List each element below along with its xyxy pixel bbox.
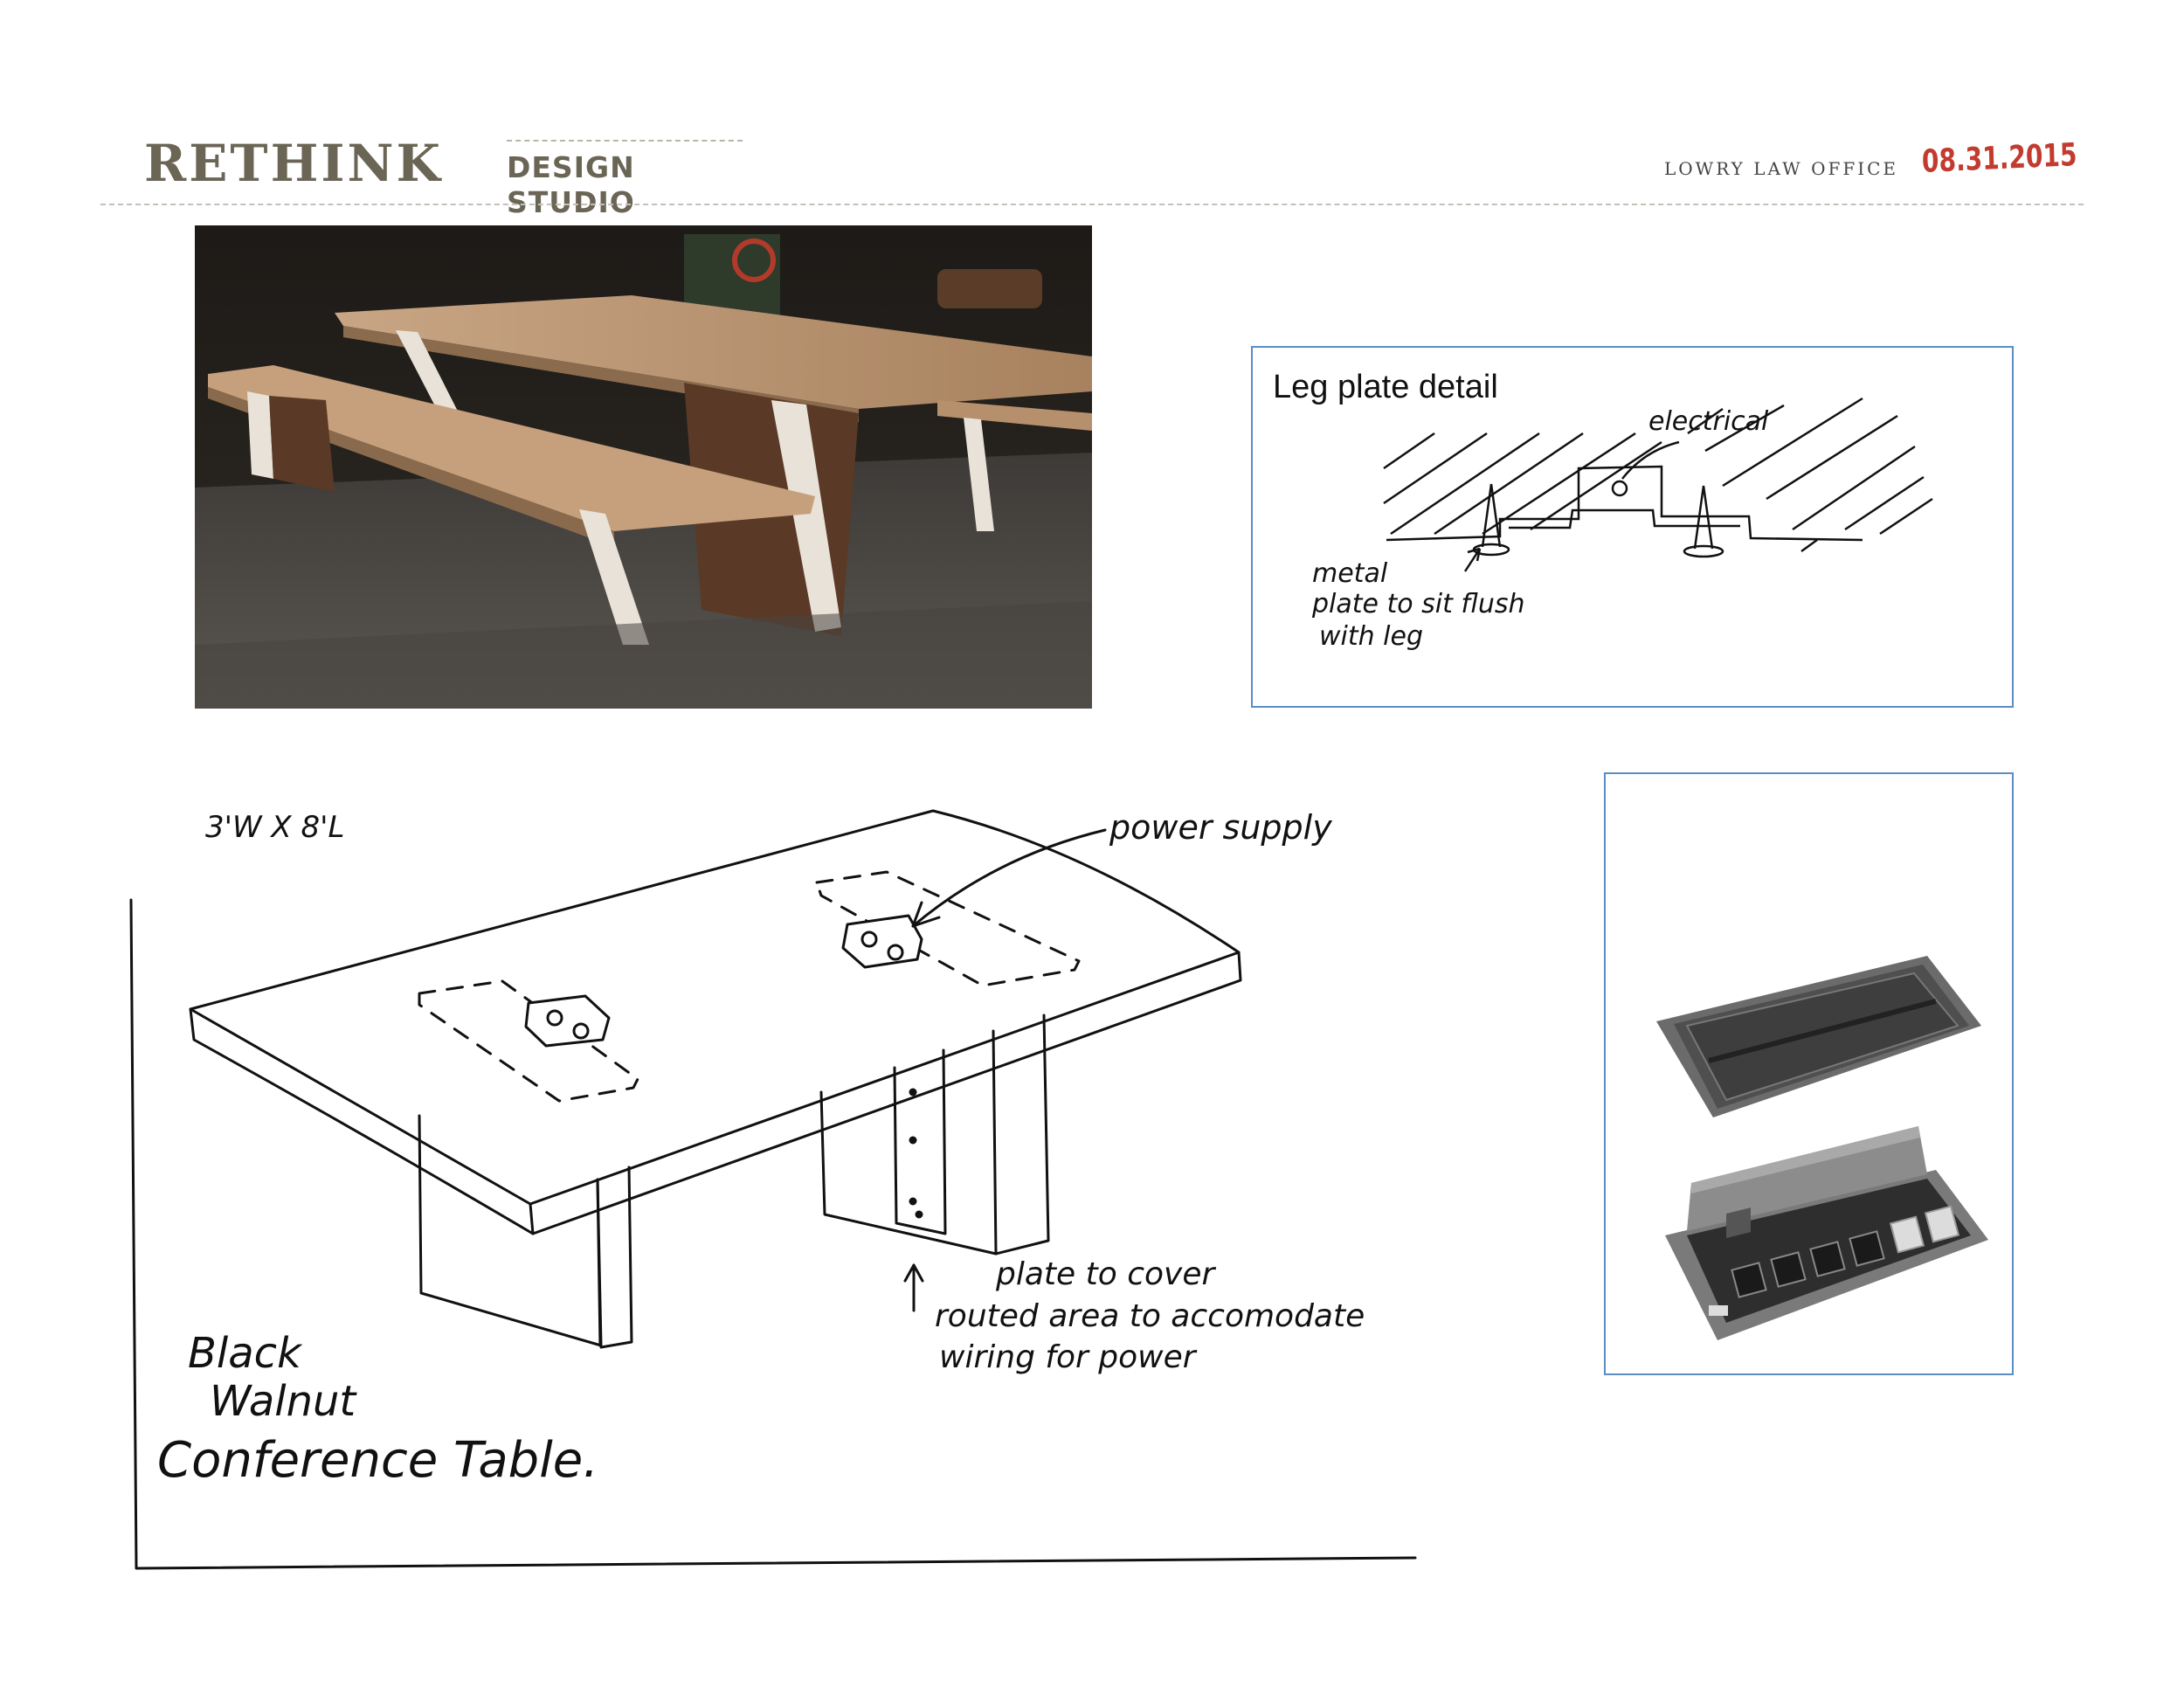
caption-line1: Black: [188, 1329, 301, 1378]
caption-line2: Walnut: [210, 1377, 356, 1426]
power-grommet-images: [1604, 772, 2014, 1375]
logo-design-studio: DESIGN STUDIO: [507, 140, 743, 220]
metal-note-line2: plate to sit flush: [1312, 589, 1525, 619]
metal-note-line3: with leg: [1319, 621, 1424, 652]
power-supply-note: power supply: [1109, 808, 1332, 847]
table-photo: [195, 225, 1092, 709]
leg-plate-sketch: [1251, 346, 2014, 708]
conference-table-sketch: [122, 786, 1433, 1590]
electrical-note: electrical: [1648, 406, 1769, 437]
logo-rethink: RETHINK: [144, 134, 443, 193]
plate-note-line3: wiring for power: [939, 1339, 1196, 1375]
header-divider: [100, 204, 2084, 205]
plate-note-line1: plate to cover: [996, 1256, 1215, 1292]
caption-line3: Conference Table.: [157, 1432, 599, 1489]
leg-plate-title: Leg plate detail: [1273, 369, 1498, 405]
client-name: LOWRY LAW OFFICE: [1664, 158, 1899, 179]
plate-note-line2: routed area to accomodate: [935, 1298, 1365, 1334]
dimensions-note: 3'W X 8'L: [205, 810, 345, 845]
metal-note-line1: metal: [1312, 558, 1388, 589]
document-date: 08.31.2015: [1921, 137, 2078, 180]
